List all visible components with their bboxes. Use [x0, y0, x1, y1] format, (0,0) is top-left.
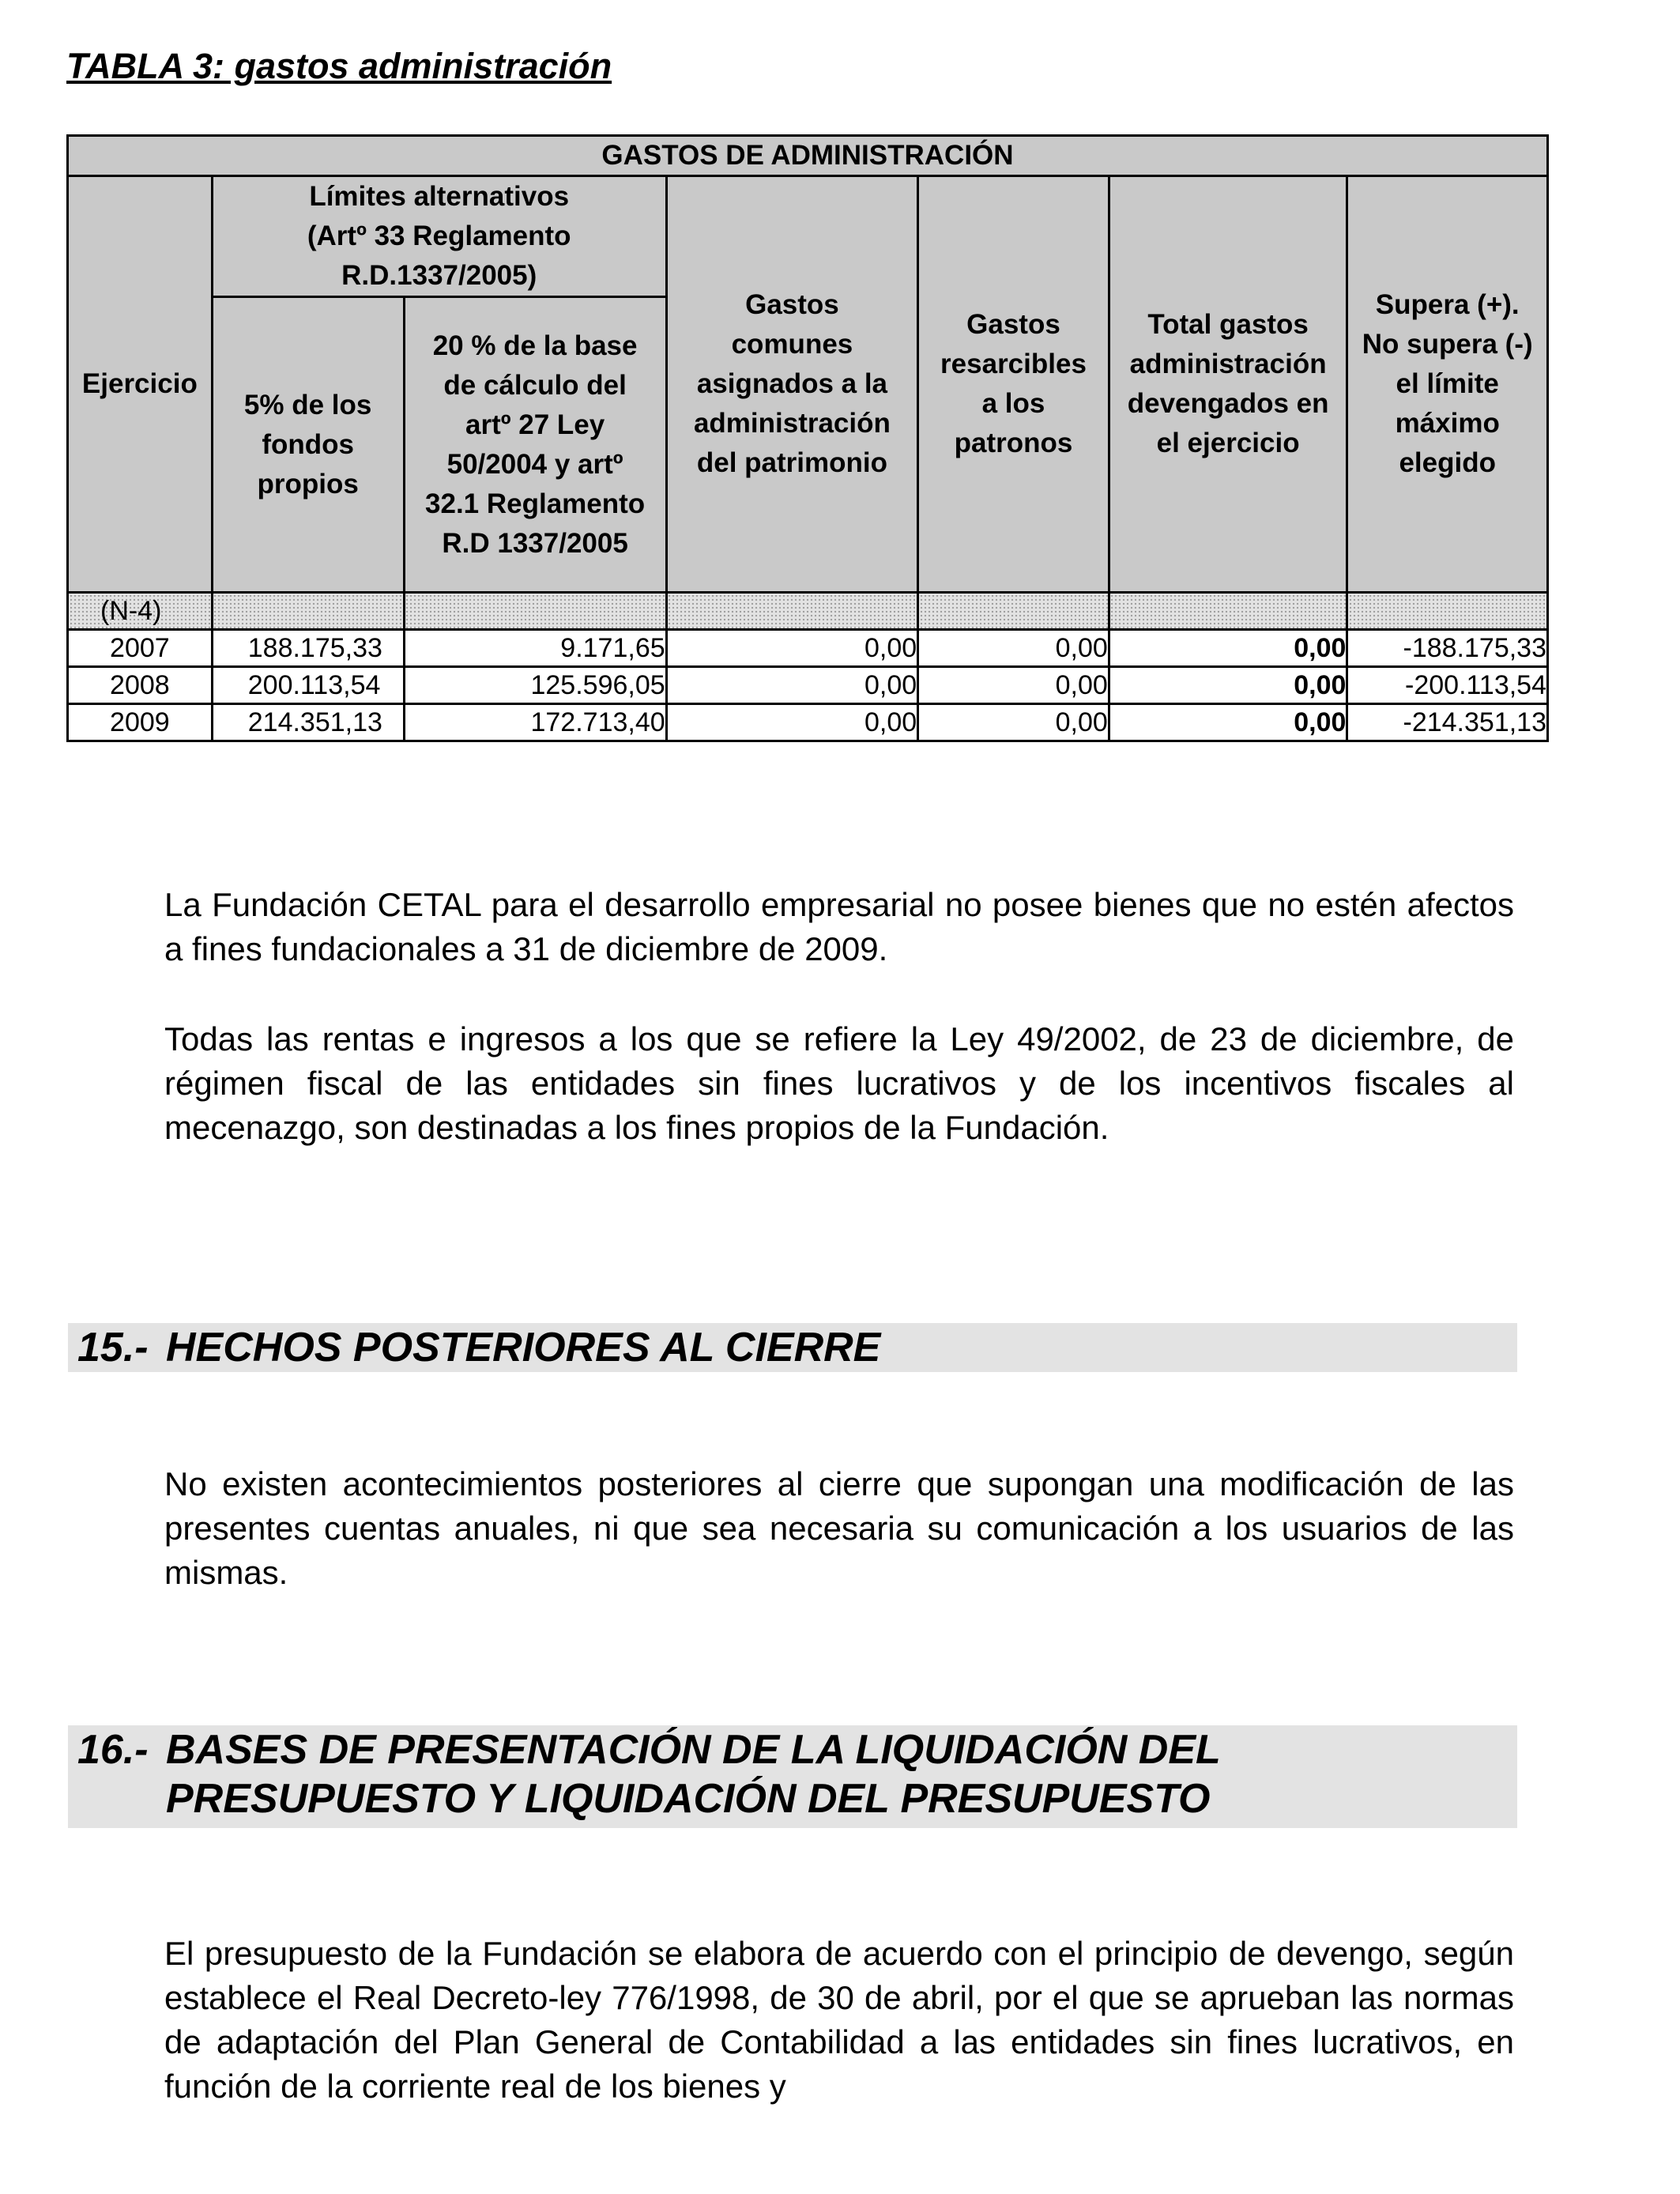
gastos-administracion-table [66, 134, 1549, 742]
paragraph-hechos-posteriores: No existen acontecimientos posteriores al cierre que supongan una modificación de las presentes cuentas anuales, ni que sea necesaria su comunicación a los usuarios de las mismas. [164, 1465, 1514, 1591]
header-pct5: 5% de los fondos propios [212, 297, 404, 593]
header-ejercicio: Ejercicio [68, 176, 213, 593]
table-row: 2008 200.113,54 125.596,05 0,00 0,00 0,00 -200.113,54 [68, 667, 1548, 704]
header-supera: Supera (+). No supera (-) el límite máximo elegido [1347, 176, 1548, 593]
paragraph-presupuesto: El presupuesto de la Fundación se elabora de acuerdo con el principio de devengo, según establece el Real Decreto-ley 776/1998, de 30 de abril, por el que se aprueban las normas de adaptación del Plan General de Contabilidad a las entidades sin fines lucrativos, en función de la corriente real de los bienes y [164, 1935, 1514, 2105]
table-row-n4 [68, 593, 1548, 630]
header-comunes: Gastos comunes asignados a la administración del patrimonio [666, 176, 918, 593]
table-caption: TABLA 3: gastos administración [66, 46, 612, 86]
header-limites: Límites alternativos (Artº 33 Reglamento R.D.1337/2005) [212, 176, 666, 297]
header-pct20: 20 % de la base de cálculo del artº 27 Ley 50/2004 y artº 32.1 Reglamento R.D 1337/2005 [404, 297, 666, 593]
paragraph-rentas: Todas las rentas e ingresos a los que se refiere la Ley 49/2002, de 23 de diciembre, de régimen fiscal de las entidades sin fines lucrativos y de los incentivos fiscales al mecenazgo, son destinadas a los fines propios de la Fundación. [164, 1020, 1514, 1146]
header-total: Total gastos administración devengados en el ejercicio [1109, 176, 1347, 593]
table-row: 2009 214.351,13 172.713,40 0,00 0,00 0,00 -214.351,13 [68, 704, 1548, 741]
table-title: GASTOS DE ADMINISTRACIÓN [68, 136, 1548, 176]
n4-label: (N-4) [68, 593, 213, 630]
section-16-heading: 16.- BASES DE PRESENTACIÓN DE LA LIQUIDACIÓN DEL PRESUPUESTO Y LIQUIDACIÓN DEL PRESUPUESTO [68, 1725, 1517, 1828]
header-resarcibles: Gastos resarcibles a los patronos [918, 176, 1109, 593]
table-row: 2007 188.175,33 9.171,65 0,00 0,00 0,00 -188.175,33 [68, 630, 1548, 667]
section-15-heading: 15.- HECHOS POSTERIORES AL CIERRE [68, 1323, 1517, 1372]
paragraph-bienes: La Fundación CETAL para el desarrollo empresarial no posee bienes que no estén afectos a fines fundacionales a 31 de diciembre de 2009. [164, 886, 1514, 967]
